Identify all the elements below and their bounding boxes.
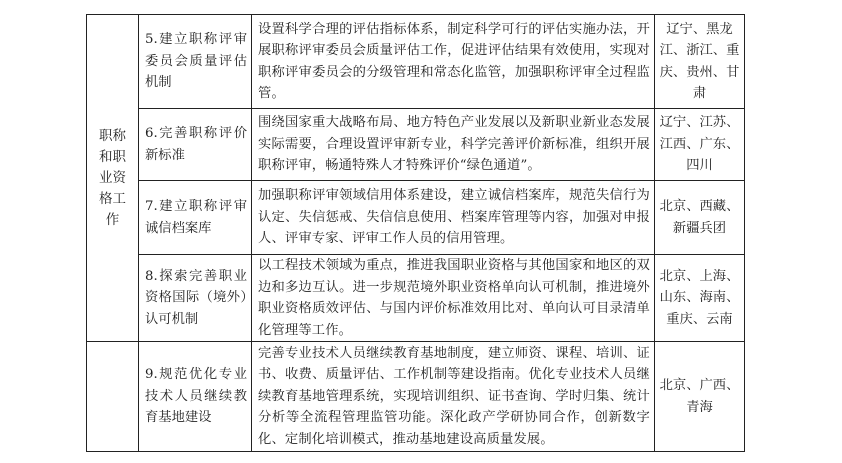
task-description-cell: 围绕国家重大战略布局、地方特色产业发展以及新职业新业态发展实际需要，合理设置评审新专业，科学完善评价新标准，组织开展职称评审，畅通特殊人才特殊评价“绿色通道”。 — [252, 109, 655, 181]
task-name-cell: 9.规范优化专业技术人员继续教育基地建设 — [139, 342, 252, 452]
table-row — [87, 15, 745, 109]
category-cell — [87, 15, 139, 342]
pilot-region-cell: 北京、西藏、新疆兵团 — [655, 181, 745, 255]
pilot-region-cell: 辽宁、江苏、江西、广东、四川 — [655, 109, 745, 181]
table-row — [87, 181, 745, 255]
task-name-cell: 5.建立职称评审委员会质量评估机制 — [139, 15, 252, 109]
pilot-region-cell: 北京、广西、青海 — [655, 342, 745, 452]
reform-task-table — [86, 14, 745, 452]
task-description-cell: 完善专业技术人员继续教育基地制度，建立师资、课程、培训、证书、收费、质量评估、工作机制等建设指南。优化专业技术人员继续教育基地管理系统，实现培训组织、证书查询、学时归集、统计分析等全流程管理监管功能。深化政产学研协同合作，创新数字化、定制化培训模式，推动基地建设高质量发展。 — [252, 342, 655, 452]
pilot-region-cell: 辽宁、黑龙江、浙江、重庆、贵州、甘肃 — [655, 15, 745, 109]
table-row — [87, 342, 745, 452]
task-description-cell: 设置科学合理的评估指标体系，制定科学可行的评估实施办法，开展职称评审委员会质量评估工作，促进评估结果有效使用，实现对职称评审委员会的分级管理和常态化监管，加强职称评审全过程监管。 — [252, 15, 655, 109]
task-name-cell: 6.完善职称评价新标准 — [139, 109, 252, 181]
task-name-cell: 7.建立职称评审诚信档案库 — [139, 181, 252, 255]
task-name-cell: 8.探索完善职业资格国际（境外）认可机制 — [139, 255, 252, 342]
pilot-region-cell: 北京、上海、山东、海南、重庆、云南 — [655, 255, 745, 342]
category-label: 职称和职业资格工作 — [99, 127, 126, 228]
table-row — [87, 255, 745, 342]
task-description-cell: 加强职称评审领域信用体系建设，建立诚信档案库，规范失信行为认定、失信惩戒、失信信息使用、档案库管理等内容，加强对申报人、评审专家、评审工作人员的信用管理。 — [252, 181, 655, 255]
task-description-cell: 以工程技术领域为重点，推进我国职业资格与其他国家和地区的双边和多边互认。进一步规范境外职业资格单向认可机制，推进境外职业资格质效评估、与国内评价标准效用比对、单向认可目录清单化管理等工作。 — [252, 255, 655, 342]
table-row — [87, 109, 745, 181]
category-cell-empty — [87, 342, 139, 452]
